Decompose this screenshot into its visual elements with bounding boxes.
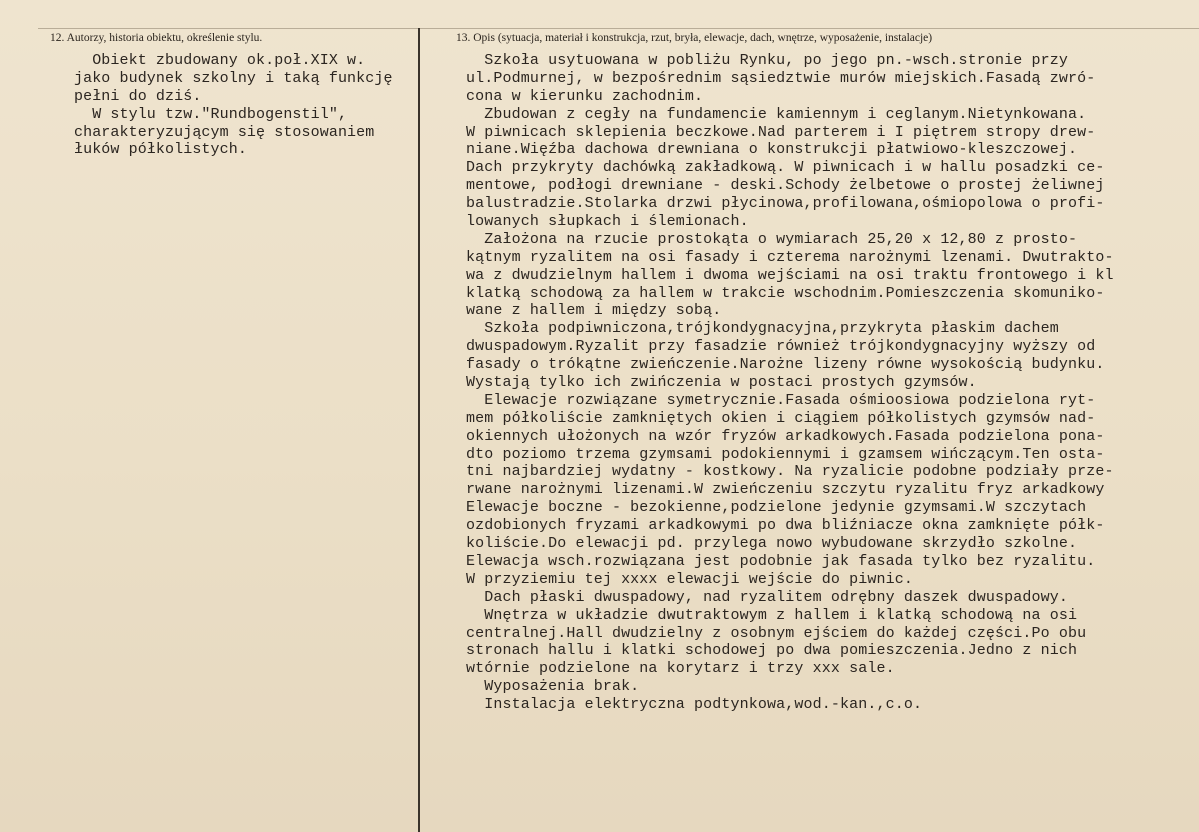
typed-text-line: Elewacje boczne - bezokienne,podzielone jedynie gzymsami.W szczytach bbox=[466, 499, 1087, 517]
typed-text-line: Elewacja wsch.rozwiązana jest podobnie jak fasada tylko bez ryzalitu. bbox=[466, 552, 1096, 570]
typed-text-line: Obiekt zbudowany ok.poł.XIX w. bbox=[74, 52, 366, 69]
section-13-header: 13. Opis (sytuacja, materiał i konstrukcja, rzut, bryła, elewacje, dach, wnętrze, wyposażenie, instalacje) bbox=[456, 32, 933, 44]
top-rule bbox=[38, 28, 1199, 29]
typed-text-line: rwane narożnymi lizenami.W zwieńczeniu szczytu ryzalitu fryz arkadkowy bbox=[466, 481, 1105, 499]
typed-text-line: W stylu tzw."Rundbogenstil", bbox=[74, 105, 348, 123]
typed-text-line: Elewacje rozwiązane symetrycznie.Fasada ośmioosiowa podzielona ryt- bbox=[466, 391, 1096, 409]
typed-text-line: niane.Więźba dachowa drewniana o konstrukcji płatwiowo-kleszczowej. bbox=[466, 141, 1078, 159]
typed-text-line: Instalacja elektryczna podtynkowa,wod.-kan.,c.o. bbox=[466, 696, 923, 714]
typed-text-line: tni najbardziej wydatny - kostkowy. Na ryzalicie podobne podziały prze- bbox=[466, 463, 1114, 481]
typed-text-line: stronach hallu i klatki schodowej po dwa pomieszczenia.Jedno z nich bbox=[466, 642, 1078, 660]
typed-text-line: łuków półkolistych. bbox=[74, 141, 247, 159]
typed-text-line: W piwnicach sklepienia beczkowe.Nad parterem i I piętrem stropy drew- bbox=[466, 123, 1096, 141]
typed-text-line: wtórnie podzielone na korytarz i trzy xxx sale. bbox=[466, 660, 895, 678]
typed-text-line: dto poziomo trzema gzymsami podokiennymi i gzamsem wińczącym.Ten osta- bbox=[466, 445, 1105, 463]
typed-text-line: Zbudowan z cegły na fundamencie kamiennym i ceglanym.Nietynkowana. bbox=[466, 105, 1087, 123]
description-text-column bbox=[466, 52, 1196, 714]
typed-text-line: centralnej.Hall dwudzielny z osobnym ejściem do każdej części.Po obu bbox=[466, 624, 1087, 642]
typed-text-line: pełni do dziś. bbox=[74, 87, 202, 105]
typed-text-line: wa z dwudzielnym hallem i dwoma wejściami na osi traktu frontowego i kl bbox=[466, 266, 1114, 284]
history-text-column bbox=[74, 52, 414, 159]
section-12-header: 12. Autorzy, historia obiektu, określenie stylu. bbox=[50, 32, 263, 44]
typed-text-line: Wyposażenia brak. bbox=[466, 678, 640, 696]
typed-text-line: W przyziemiu tej xxxx elewacji wejście do piwnic. bbox=[466, 570, 913, 588]
typed-text-line: Dach płaski dwuspadowy, nad ryzalitem odrębny daszek dwuspadowy. bbox=[466, 588, 1069, 606]
typed-text-line: okiennych ułożonych na wzór fryzów arkadkowych.Fasada podzielona pona- bbox=[466, 427, 1105, 445]
typed-text-line: ozdobionych fryzami arkadkowymi po dwa bliźniacze okna zamknięte półk- bbox=[466, 517, 1105, 535]
typed-text-line: Założona na rzucie prostokąta o wymiarach 25,20 x 12,80 z prosto- bbox=[466, 230, 1078, 248]
typed-text-line: charakteryzującym się stosowaniem bbox=[74, 123, 375, 141]
typed-text-line: Szkoła podpiwniczona,trójkondygnacyjna,przykryta płaskim dachem bbox=[466, 320, 1059, 338]
typed-text-line: wane z hallem i między sobą. bbox=[466, 302, 722, 320]
typed-text-line: Wystają tylko ich zwińczenia w postaci prostych gzymsów. bbox=[466, 374, 977, 392]
typed-text-line: mentowe, podłogi drewniane - deski.Schody żelbetowe o prostej żeliwnej bbox=[466, 177, 1105, 195]
typed-text-line: Dach przykryty dachówką zakładkową. W piwnicach i w hallu posadzki ce- bbox=[466, 159, 1105, 177]
typed-text-line: Szkoła usytuowana w pobliżu Rynku, po jego pn.-wsch.stronie przy bbox=[466, 52, 1069, 69]
typed-text-line: koliście.Do elewacji pd. przylega nowo wybudowane skrzydło szkolne. bbox=[466, 535, 1078, 553]
typed-text-line: kątnym ryzalitem na osi fasady i czterema narożnymi lzenami. Dwutrakto- bbox=[466, 248, 1114, 266]
typed-text-line: cona w kierunku zachodnim. bbox=[466, 87, 704, 105]
column-divider bbox=[418, 28, 420, 832]
typed-text-line: Wnętrza w układzie dwutraktowym z hallem i klatką schodową na osi bbox=[466, 606, 1078, 624]
typed-text-line: dwuspadowym.Ryzalit przy fasadzie również trójkondygnacyjny wyższy od bbox=[466, 338, 1096, 356]
typed-text-line: ul.Podmurnej, w bezpośrednim sąsiedztwie murów miejskich.Fasadą zwró- bbox=[466, 69, 1096, 87]
typed-text-line: klatką schodową za hallem w trakcie wschodnim.Pomieszczenia skomuniko- bbox=[466, 284, 1105, 302]
typed-text-line: jako budynek szkolny i taką funkcję bbox=[74, 69, 393, 87]
typed-text-line: lowanych słupkach i ślemionach. bbox=[466, 213, 749, 231]
typed-text-line: mem półkoliście zamkniętych okien i ciągiem półkolistych gzymsów nad- bbox=[466, 409, 1096, 427]
typed-text-line: balustradzie.Stolarka drzwi płycinowa,profilowana,ośmiopolowa o profi- bbox=[466, 195, 1105, 213]
typed-text-line: fasady o trókątne zwieńczenie.Narożne lizeny równe wysokością budynku. bbox=[466, 356, 1105, 374]
